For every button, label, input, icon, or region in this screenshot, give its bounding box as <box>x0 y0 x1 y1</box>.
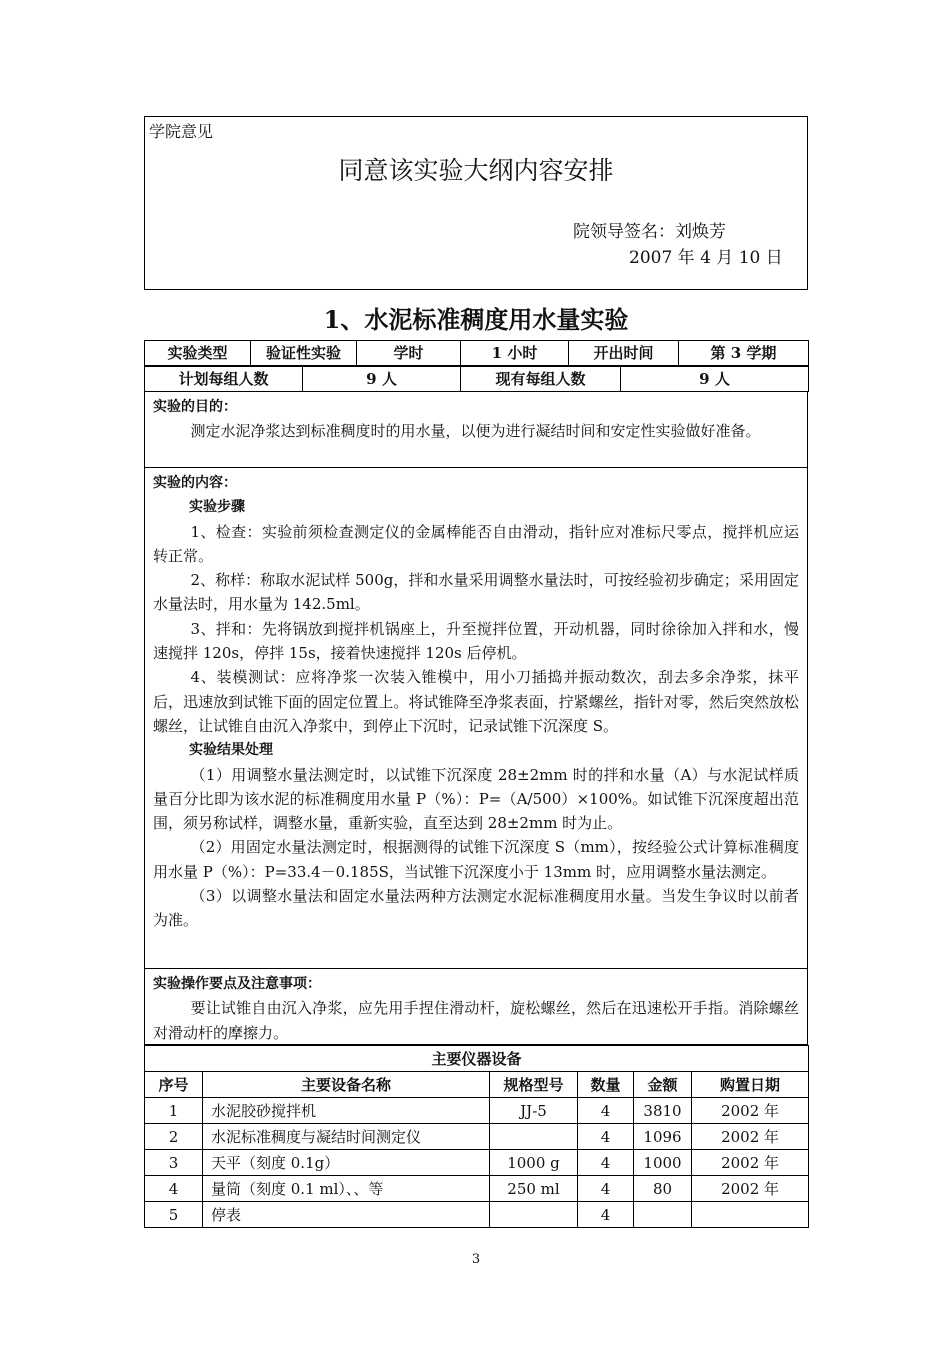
experiment-meta-table <box>144 340 809 366</box>
table-cell: 1000 g <box>490 1150 578 1176</box>
table-cell: 2002 年 <box>692 1176 809 1202</box>
college-opinion-box <box>144 116 808 290</box>
table-row <box>145 1124 809 1150</box>
table-cell: 4 <box>578 1124 634 1150</box>
table-cell: 2002 年 <box>692 1098 809 1124</box>
meta-cell: 开出时间 <box>569 341 679 366</box>
table-cell: 4 <box>578 1098 634 1124</box>
page-number: 3 <box>471 1252 481 1267</box>
opinion-label: 学院意见 <box>149 122 214 141</box>
column-header: 数量 <box>578 1072 634 1098</box>
opinion-text: 同意该实验大纲内容安排 <box>338 156 614 185</box>
equipment-title-row <box>145 1046 809 1072</box>
meta-cell: 计划每组人数 <box>145 367 303 392</box>
table-cell: 2002 年 <box>692 1150 809 1176</box>
result-paragraph: （3）以调整水量法和固定水量法两种方法测定水泥标准稠度用水量。当发生争议时以前者为准。 <box>153 887 799 930</box>
meta-cell: 9 人 <box>621 367 809 392</box>
signature-line: 院领导签名：刘焕芳 <box>573 222 726 242</box>
table-cell: 5 <box>145 1202 203 1228</box>
notes-text: 要让试锥自由沉入净浆，应先用手捏住滑动杆，旋松螺丝，然后在迅速松开手指。消除螺丝对滑动杆的摩擦力。 <box>153 999 799 1042</box>
table-cell: 水泥标准稠度与凝结时间测定仪 <box>203 1124 490 1150</box>
table-cell: 2002 年 <box>692 1124 809 1150</box>
table-cell: 天平（刻度 0.1g） <box>203 1150 490 1176</box>
table-cell: 4 <box>578 1202 634 1228</box>
equipment-title: 主要仪器设备 <box>145 1046 809 1072</box>
step-paragraph: 1、检查：实验前须检查测定仪的金属棒能否自由滑动，指针应对准标尺零点，搅拌机应运转正常。 <box>153 522 799 565</box>
table-cell: JJ-5 <box>490 1098 578 1124</box>
table-cell: 4 <box>578 1150 634 1176</box>
column-header: 购置日期 <box>692 1072 809 1098</box>
table-cell <box>692 1202 809 1228</box>
equipment-table <box>144 1045 809 1228</box>
table-cell: 3810 <box>634 1098 692 1124</box>
experiment-meta-table-row2 <box>144 366 809 392</box>
notes-heading: 实验操作要点及注意事项： <box>153 976 321 992</box>
content-section <box>144 468 808 969</box>
table-cell: 水泥胶砂搅拌机 <box>203 1098 490 1124</box>
signature-date: 2007 年 4 月 10 日 <box>629 248 783 268</box>
meta-cell: 9 人 <box>303 367 461 392</box>
table-cell <box>634 1202 692 1228</box>
meta-cell: 第 3 学期 <box>679 341 809 366</box>
table-cell <box>490 1202 578 1228</box>
table-row <box>145 1202 809 1228</box>
table-cell: 1000 <box>634 1150 692 1176</box>
table-cell: 1 <box>145 1098 203 1124</box>
meta-row <box>145 367 809 392</box>
table-cell <box>490 1124 578 1150</box>
result-paragraph: （1）用调整水量法测定时，以试锥下沉深度 28±2mm 时的拌和水量（A）与水泥试样质量百分比即为该水泥的标准稠度用水量 P（%）：P=（A/500）×100%。如试锥下沉深度超出范围，须另称试样，调整水量，重新实验，直至达到 28±2mm 时为止。 <box>153 765 799 833</box>
result-paragraph: （2）用固定水量法测定时，根据测得的试锥下沉深度 S（mm），按经验公式计算标准稠度用水量 P（%）：P=33.4－0.185S，当试锥下沉深度小于 13mm 时，应用调整水量法测定。 <box>153 838 799 881</box>
column-header: 金额 <box>634 1072 692 1098</box>
table-row <box>145 1098 809 1124</box>
notes-section <box>144 969 808 1045</box>
table-cell: 停表 <box>203 1202 490 1228</box>
table-cell: 4 <box>578 1176 634 1202</box>
step-paragraph: 4、装模测试：应将净浆一次装入锥模中，用小刀插捣并振动数次，刮去多余净浆，抹平后，迅速放到试锥下面的固定位置上。将试锥降至净浆表面，拧紧螺丝，指针对零，然后突然放松螺丝，让试锥自由沉入净浆中，到停止下沉时，记录试锥下沉深度 S。 <box>153 668 799 735</box>
table-cell: 1096 <box>634 1124 692 1150</box>
meta-cell: 实验类型 <box>145 341 251 366</box>
purpose-section <box>144 392 808 468</box>
column-header: 主要设备名称 <box>203 1072 490 1098</box>
meta-cell: 验证性实验 <box>251 341 357 366</box>
step-paragraph: 2、称样：称取水泥试样 500g，拌和水量采用调整水量法时，可按经验初步确定；采用固定水量法时，用水量为 142.5ml。 <box>153 571 799 614</box>
meta-row <box>145 341 809 366</box>
results-heading: 实验结果处理 <box>189 742 273 759</box>
equipment-header-row <box>145 1072 809 1098</box>
step-paragraph: 3、拌和：先将锅放到搅拌机锅座上，升至搅拌位置，开动机器，同时徐徐加入拌和水，慢速搅拌 120s，停拌 15s，接着快速搅拌 120s 后停机。 <box>153 619 799 663</box>
column-header: 序号 <box>145 1072 203 1098</box>
purpose-heading: 实验的目的： <box>153 399 237 415</box>
table-cell: 250 ml <box>490 1176 578 1202</box>
section-title: 1、水泥标准稠度用水量实验 <box>323 305 629 334</box>
table-row <box>145 1176 809 1202</box>
meta-cell: 现有每组人数 <box>461 367 621 392</box>
column-header: 规格型号 <box>490 1072 578 1098</box>
meta-cell: 学时 <box>357 341 461 366</box>
table-row <box>145 1150 809 1176</box>
steps-heading: 实验步骤 <box>189 499 245 516</box>
table-cell: 4 <box>145 1176 203 1202</box>
table-cell: 量筒（刻度 0.1 ml）、、等 <box>203 1176 490 1202</box>
table-cell: 2 <box>145 1124 203 1150</box>
meta-cell: 1 小时 <box>461 341 569 366</box>
content-heading: 实验的内容： <box>153 475 237 491</box>
table-cell: 3 <box>145 1150 203 1176</box>
purpose-text: 测定水泥净浆达到标准稠度时的用水量，以便为进行凝结时间和安定性实验做好准备。 <box>190 422 761 441</box>
table-cell: 80 <box>634 1176 692 1202</box>
